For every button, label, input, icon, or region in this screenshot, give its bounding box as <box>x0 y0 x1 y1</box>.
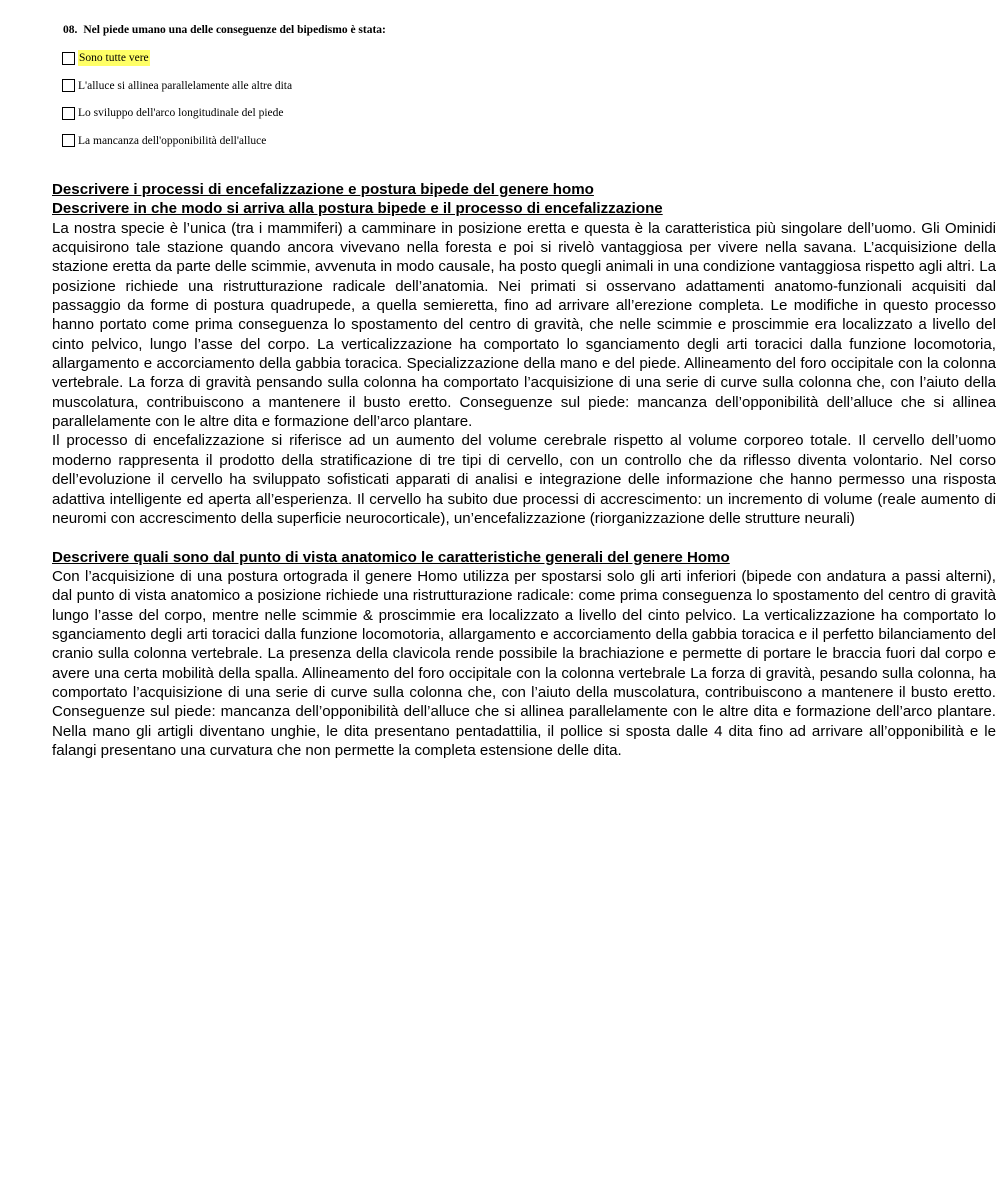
section-heading: Descrivere i processi di encefalizzazione e postura bipede del genere homo <box>52 181 594 198</box>
paragraph-bipedism: La nostra specie è l’unica (tra i mammiferi) a camminare in posizione eretta e questa è la caratteristica più singolare dell’uomo. Gli Ominidi acquisirono tale stazione quando ancora vivevano nella foresta e poi si rivelò vantaggiosa per vivere nella savana. L’acquisizione della stazione eretta da parte delle scimmie, avvenuta in modo causale, ha posto quegli animali in una condizione vantaggiosa rispetto agli altri. La posizione richiede una ristrutturazione radicale dell’anatomia. Nei primati si osservano adattamenti anatomo-funzionali acquisiti dal passaggio da forme di postura quadrupede, a quella semieretta, fino ad arrivare all’erezione completa. Le modifiche in questo processo hanno portato come prima conseguenza lo spostamento del centro di gravità, che nelle scimmie e proscimmie era localizzato a livello del cinto pelvico, lungo l’asse del corpo. La verticalizzazione ha comportato lo sganciamento degli arti toracici dalla funzione locomotoria, allargamento e accorciamento della gabbia toracica. Specializzazione della mano e del piede. Allineamento del foro occipitale con la colonna vertebrale. La forza di gravità pensando sulla colonna ha comportato l’acquisizione di una serie di curve sulla colonna che, con l’aiuto della muscolatura, contribuiscono a mantenere il busto eretto. Conseguenze sul piede: mancanza dell’opponibilità dell’alluce che si allinea parallelamente con le altre dita e formazione dell’arco plantare. <box>52 219 996 431</box>
document-body <box>52 180 996 760</box>
section-subheading: Descrivere in che modo si arriva alla postura bipede e il processo di encefalizzazione <box>52 200 663 218</box>
question-number: 08. <box>63 24 78 36</box>
answer-checkbox[interactable] <box>62 107 75 120</box>
question-title <box>63 22 662 38</box>
answer-option[interactable] <box>62 50 662 66</box>
answer-option[interactable] <box>62 78 662 94</box>
paragraph-encephalization: Il processo di encefalizzazione si riferisce ad un aumento del volume cerebrale rispetto al volume corporeo totale. Il cervello dell’uomo moderno rappresenta il prodotto della stratificazione di tre tipi di cervello, con un controllo che da riflesso diventa volontario. Nel corso dell’evoluzione il cervello ha sviluppato sofisticati apparati di analisi e integrazione delle informazione che hanno permesso una risposta adattiva intelligente ed aperta all’esperienza. Il cervello ha subito due processi di accrescimento: un incremento di volume (reale aumento di neuromi con accrescimento della superficie neurocorticale), un’encefalizzazione (riorganizzazione delle strutture neurali) <box>52 432 996 527</box>
answer-checkbox[interactable] <box>62 134 75 147</box>
answer-option[interactable] <box>62 133 662 149</box>
answer-label: La mancanza dell'opponibilità dell'alluce <box>78 134 267 147</box>
answer-checkbox[interactable] <box>62 52 75 65</box>
quiz-question <box>62 22 662 149</box>
answer-label: Lo sviluppo dell'arco longitudinale del piede <box>78 107 284 119</box>
answer-checkbox[interactable] <box>62 79 75 92</box>
answer-label: L'alluce si allinea parallelamente alle altre dita <box>78 79 293 92</box>
blank-line <box>52 528 996 547</box>
paragraph-homo-anatomy: Con l’acquisizione di una postura ortograda il genere Homo utilizza per spostarsi solo gli arti inferiori (bipede con andatura a passi alterni), dal punto di vista anatomico a posizione richiede una ristrutturazione radicale: come prima conseguenza lo spostamento del centro di gravità lungo l’asse del corpo, mentre nelle scimmie & proscimmie era localizzato a livello del cinto pelvico. La verticalizzazione ha comportato lo sganciamento degli arti toracici dalla funzione locomotoria, allargamento e accorciamento della gabbia toracica e il perfetto bilanciamento del cranio sulla colonna vertebrale. La presenza della clavicola rende possibile la brachiazione e permette di portare le braccia fuori dal corpo e avere una certa mobilità della spalla. Allineamento del foro occipitale con la colonna vertebrale La forza di gravità, pesando sulla colonna, ha comportato l’acquisizione di una serie di curve sulla colonna che, con l’aiuto della muscolatura, contribuiscono a mantenere il busto eretto. Conseguenze sul piede: mancanza dell’opponibilità dell’alluce che si allinea parallelamente con le altre dita e formazione dell’arco plantare. Nella mano gli artigli diventano unghie, le dita presentano pentadattilia, il pollice si sposta dalle 4 dita fino ad arrivare all’opponibilità e le falangi presentano una curvatura che non permette la completa estensione delle dita. <box>52 567 996 759</box>
answer-label-highlighted: Sono tutte vere <box>79 52 149 64</box>
section-heading: Descrivere quali sono dal punto di vista anatomico le caratteristiche generali del genere Homo <box>52 548 730 566</box>
question-text: Nel piede umano una delle conseguenze del bipedismo è stata: <box>83 24 386 36</box>
answer-option[interactable] <box>62 105 662 121</box>
